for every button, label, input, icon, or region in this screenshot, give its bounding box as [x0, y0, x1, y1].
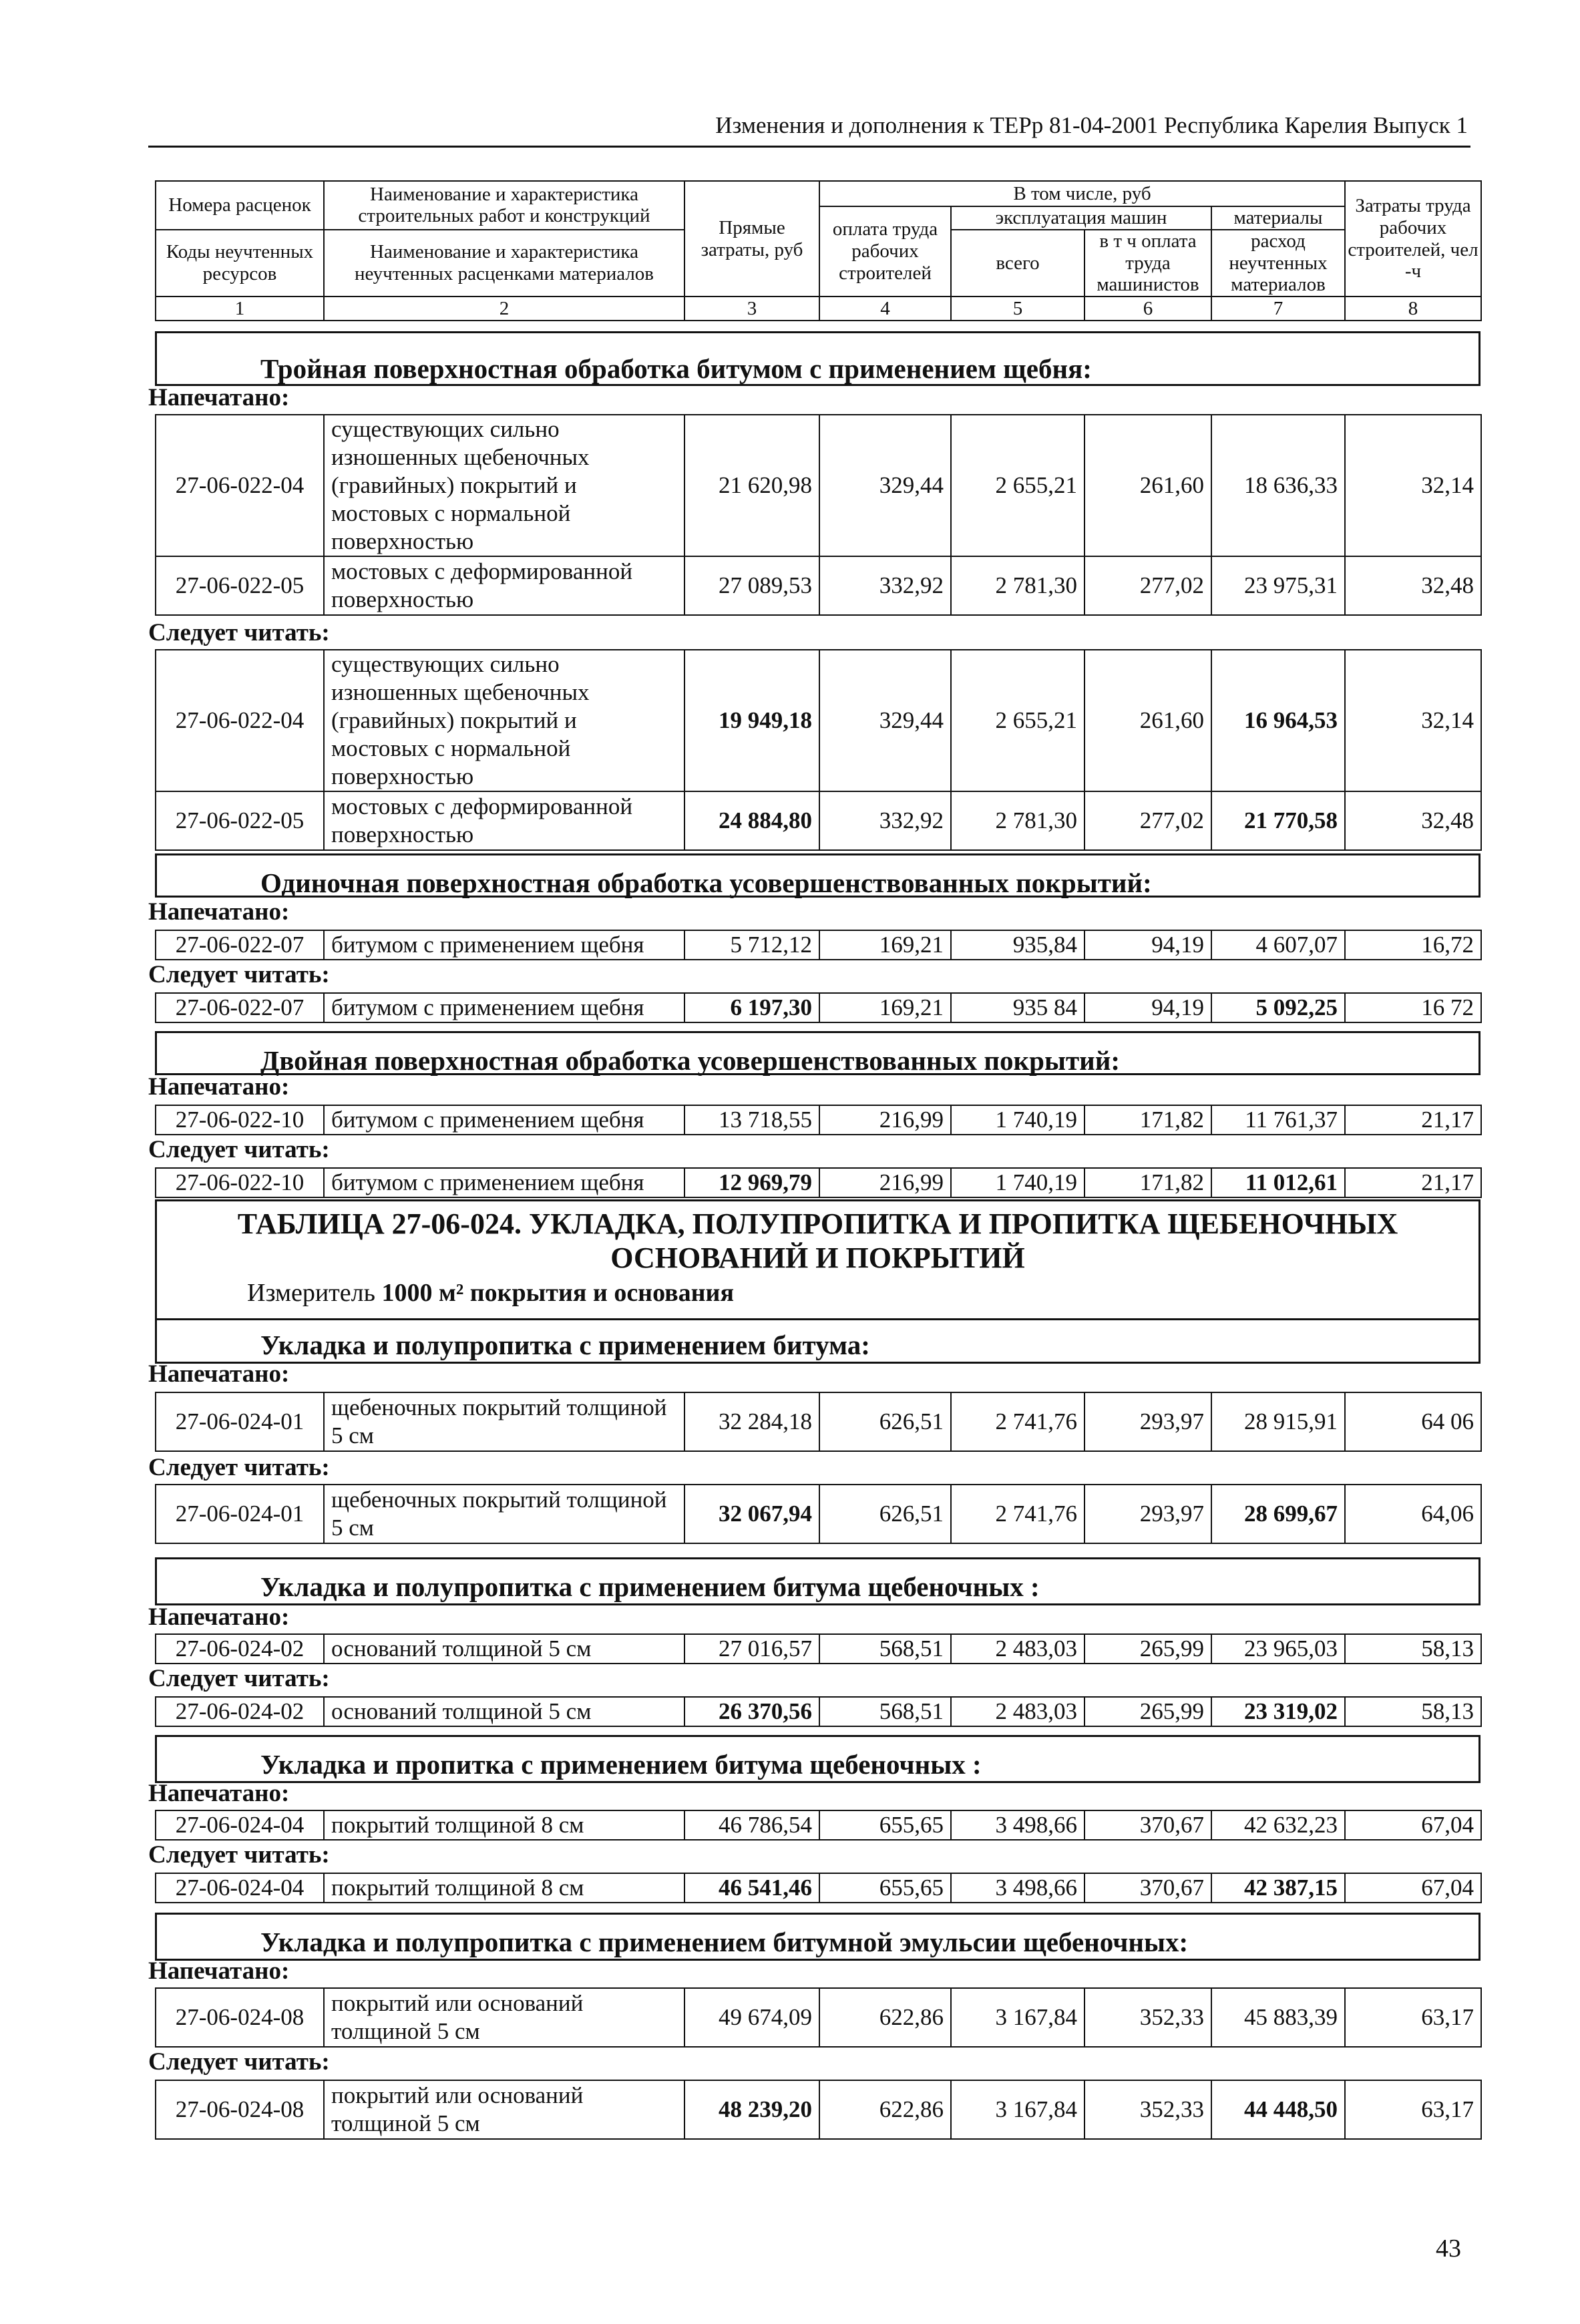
machines-total: 3 498,66 [951, 1810, 1084, 1840]
work-name: покрытий толщиной 8 см [324, 1873, 684, 1903]
measure-prefix: Измеритель [247, 1279, 375, 1307]
materials: 23 975,31 [1211, 556, 1345, 615]
printed-label: Напечатано: [148, 384, 290, 411]
labor-hours: 16,72 [1345, 930, 1481, 960]
materials: 5 092,25 [1211, 993, 1345, 1022]
labor-hours: 21,17 [1345, 1168, 1481, 1197]
machines-total: 935,84 [951, 930, 1084, 960]
rate-code: 27-06-024-04 [156, 1873, 324, 1903]
operator-wages: 293,97 [1084, 1392, 1211, 1451]
wages: 655,65 [819, 1873, 951, 1903]
should-read-label: Следует читать: [148, 619, 330, 646]
machines-total: 2 655,21 [951, 650, 1084, 791]
labor-hours: 16 72 [1345, 993, 1481, 1022]
rate-code: 27-06-022-10 [156, 1105, 324, 1135]
col-resource-codes-header: Коды неучтенных ресурсов [156, 230, 324, 297]
machines-total: 3 167,84 [951, 2080, 1084, 2139]
col-codes-header: Номера расценок [156, 181, 324, 230]
table-row [156, 1697, 1481, 1726]
data-table [155, 1392, 1482, 1452]
operator-wages: 293,97 [1084, 1485, 1211, 1543]
table-row [156, 791, 1481, 850]
operator-wages: 94,19 [1084, 993, 1211, 1022]
labor-hours: 63,17 [1345, 1988, 1481, 2047]
should-read-label: Следует читать: [148, 1454, 330, 1481]
col-number: 3 [684, 297, 819, 321]
table-row [156, 1392, 1481, 1451]
measure-value: 1000 м² покрытия и основания [381, 1279, 735, 1307]
operator-wages: 265,99 [1084, 1634, 1211, 1664]
wages: 655,65 [819, 1810, 951, 1840]
wages: 216,99 [819, 1168, 951, 1197]
should-read-label: Следует читать: [148, 1136, 330, 1163]
work-name: битумом с применением щебня [324, 930, 684, 960]
rate-code: 27-06-022-07 [156, 930, 324, 960]
machines-total: 2 655,21 [951, 415, 1084, 556]
col-number: 5 [951, 297, 1084, 321]
data-table [155, 1167, 1482, 1198]
col-number: 1 [156, 297, 324, 321]
materials: 28 699,67 [1211, 1485, 1345, 1543]
direct-costs: 26 370,56 [684, 1697, 819, 1726]
direct-costs: 49 674,09 [684, 1988, 819, 2047]
materials: 42 387,15 [1211, 1873, 1345, 1903]
wages: 169,21 [819, 930, 951, 960]
machines-total: 1 740,19 [951, 1168, 1084, 1197]
machines-total: 2 781,30 [951, 791, 1084, 850]
direct-costs: 13 718,55 [684, 1105, 819, 1135]
table-row [156, 1634, 1481, 1664]
table-row [156, 2080, 1481, 2139]
section-title: Тройная поверхностная обработка битумом с применением щебня: [260, 353, 1092, 384]
rate-code: 27-06-022-04 [156, 415, 324, 556]
materials: 28 915,91 [1211, 1392, 1345, 1451]
rate-code: 27-06-024-01 [156, 1485, 324, 1543]
work-name: битумом с применением щебня [324, 1105, 684, 1135]
data-table [155, 1696, 1482, 1727]
direct-costs: 12 969,79 [684, 1168, 819, 1197]
work-name: оснований толщиной 5 см [324, 1634, 684, 1664]
work-name: битумом с применением щебня [324, 1168, 684, 1197]
section-title: Одиночная поверхностная обработка усовершенствованных покрытий: [260, 867, 1152, 898]
labor-hours: 32,14 [1345, 415, 1481, 556]
wages: 626,51 [819, 1485, 951, 1543]
operator-wages: 171,82 [1084, 1105, 1211, 1135]
wages: 329,44 [819, 415, 951, 556]
wages: 329,44 [819, 650, 951, 791]
materials: 23 965,03 [1211, 1634, 1345, 1664]
labor-hours: 63,17 [1345, 2080, 1481, 2139]
machines-total: 2 781,30 [951, 556, 1084, 615]
col-name-header: Наименование и характеристика строительных работ и конструкций [324, 181, 684, 230]
operator-wages: 261,60 [1084, 650, 1211, 791]
materials: 16 964,53 [1211, 650, 1345, 791]
col-wages-header: оплата труда рабочих строителей [819, 206, 951, 297]
wages: 568,51 [819, 1634, 951, 1664]
table-row [156, 415, 1481, 556]
section-title: Укладка и полупропитка с применением битумной эмульсии щебеночных: [260, 1927, 1189, 1957]
wages: 332,92 [819, 556, 951, 615]
col-number: 6 [1084, 297, 1211, 321]
rate-code: 27-06-022-04 [156, 650, 324, 791]
printed-label: Напечатано: [148, 1603, 290, 1631]
data-table [155, 2080, 1482, 2140]
measure-unit [247, 1278, 734, 1308]
table-title: ТАБЛИЦА 27-06-024. УКЛАДКА, ПОЛУПРОПИТКА И ПРОПИТКА ЩЕБЕНОЧНЫХ ОСНОВАНИЙ И ПОКРЫТИЙ [237, 1207, 1398, 1274]
machines-total: 3 498,66 [951, 1873, 1084, 1903]
machines-total: 2 483,03 [951, 1634, 1084, 1664]
wages: 622,86 [819, 2080, 951, 2139]
col-machines-header: эксплуатация машин [951, 206, 1211, 230]
labor-hours: 64,06 [1345, 1485, 1481, 1543]
labor-hours: 32,14 [1345, 650, 1481, 791]
machines-total: 2 483,03 [951, 1697, 1084, 1726]
data-table [155, 1484, 1482, 1544]
materials: 11 761,37 [1211, 1105, 1345, 1135]
col-number: 8 [1345, 297, 1481, 321]
labor-hours: 58,13 [1345, 1697, 1481, 1726]
table-row [156, 1810, 1481, 1840]
labor-hours: 58,13 [1345, 1634, 1481, 1664]
rate-code: 27-06-022-07 [156, 993, 324, 1022]
materials: 11 012,61 [1211, 1168, 1345, 1197]
work-name: оснований толщиной 5 см [324, 1697, 684, 1726]
data-table [155, 1987, 1482, 2048]
printed-label: Напечатано: [148, 1957, 290, 1985]
labor-hours: 32,48 [1345, 556, 1481, 615]
col-number: 7 [1211, 297, 1345, 321]
table-row [156, 1168, 1481, 1197]
col-labor-hours-header: Затраты труда рабочих строителей, чел -ч [1345, 181, 1481, 297]
table-row [156, 993, 1481, 1022]
work-name: щебеночных покрытий толщиной 5 см [324, 1485, 684, 1543]
operator-wages: 171,82 [1084, 1168, 1211, 1197]
table-row [156, 1988, 1481, 2047]
materials: 45 883,39 [1211, 1988, 1345, 2047]
section-title: Укладка и пропитка с применением битума щебеночных : [260, 1749, 982, 1780]
labor-hours: 64 06 [1345, 1392, 1481, 1451]
table-row [156, 1485, 1481, 1543]
materials: 44 448,50 [1211, 2080, 1345, 2139]
labor-hours: 21,17 [1345, 1105, 1481, 1135]
data-table [155, 1633, 1482, 1664]
work-name: покрытий толщиной 8 см [324, 1810, 684, 1840]
materials: 18 636,33 [1211, 415, 1345, 556]
wages: 626,51 [819, 1392, 951, 1451]
materials: 23 319,02 [1211, 1697, 1345, 1726]
labor-hours: 67,04 [1345, 1873, 1481, 1903]
direct-costs: 5 712,12 [684, 930, 819, 960]
work-name: покрытий или оснований толщиной 5 см [324, 1988, 684, 2047]
operator-wages: 94,19 [1084, 930, 1211, 960]
rate-code: 27-06-024-02 [156, 1634, 324, 1664]
direct-costs: 32 284,18 [684, 1392, 819, 1451]
col-material-name-header: Наименование и характеристика неучтенных расценками материалов [324, 230, 684, 297]
operator-wages: 352,33 [1084, 2080, 1211, 2139]
machines-total: 1 740,19 [951, 1105, 1084, 1135]
labor-hours: 32,48 [1345, 791, 1481, 850]
direct-costs: 46 541,46 [684, 1873, 819, 1903]
wages: 216,99 [819, 1105, 951, 1135]
should-read-label: Следует читать: [148, 2048, 330, 2076]
direct-costs: 27 016,57 [684, 1634, 819, 1664]
rate-code: 27-06-024-08 [156, 1988, 324, 2047]
materials: 21 770,58 [1211, 791, 1345, 850]
work-name: покрытий или оснований толщиной 5 см [324, 2080, 684, 2139]
column-header-table [155, 180, 1482, 321]
printed-label: Напечатано: [148, 1073, 290, 1101]
machines-total: 2 741,76 [951, 1392, 1084, 1451]
rate-code: 27-06-024-02 [156, 1697, 324, 1726]
should-read-label: Следует читать: [148, 1841, 330, 1869]
section-title: Укладка и полупропитка с применением битума: [260, 1330, 870, 1360]
wages: 169,21 [819, 993, 951, 1022]
materials: 4 607,07 [1211, 930, 1345, 960]
printed-label: Напечатано: [148, 1780, 290, 1807]
wages: 332,92 [819, 791, 951, 850]
work-name: мостовых с деформированной поверхностью [324, 791, 684, 850]
operator-wages: 261,60 [1084, 415, 1211, 556]
rate-code: 27-06-022-05 [156, 791, 324, 850]
rate-code: 27-06-024-01 [156, 1392, 324, 1451]
section-title: Укладка и полупропитка с применением битума щебеночных : [260, 1571, 1040, 1602]
direct-costs: 32 067,94 [684, 1485, 819, 1543]
section-title: Двойная поверхностная обработка усовершенствованных покрытий: [260, 1045, 1121, 1076]
col-machines-total-header: всего [951, 230, 1084, 297]
data-table [155, 1873, 1482, 1903]
table-row [156, 1105, 1481, 1135]
col-operator-wages-header: в т ч оплата труда машинистов [1084, 230, 1211, 297]
work-name: щебеночных покрытий толщиной 5 см [324, 1392, 684, 1451]
printed-label: Напечатано: [148, 898, 290, 926]
machines-total: 3 167,84 [951, 1988, 1084, 2047]
labor-hours: 67,04 [1345, 1810, 1481, 1840]
direct-costs: 19 949,18 [684, 650, 819, 791]
table-row [156, 1873, 1481, 1903]
operator-wages: 277,02 [1084, 791, 1211, 850]
work-name: существующих сильно изношенных щебеночных (гравийных) покрытий и мостовых с нормальной поверхностью [324, 650, 684, 791]
rate-code: 27-06-024-04 [156, 1810, 324, 1840]
materials: 42 632,23 [1211, 1810, 1345, 1840]
data-table [155, 1810, 1482, 1841]
direct-costs: 24 884,80 [684, 791, 819, 850]
data-table [155, 649, 1482, 851]
rate-code: 27-06-024-08 [156, 2080, 324, 2139]
data-table [155, 414, 1482, 616]
header-rule [148, 146, 1470, 148]
rate-code: 27-06-022-05 [156, 556, 324, 615]
col-number: 2 [324, 297, 684, 321]
rate-code: 27-06-022-10 [156, 1168, 324, 1197]
printed-label: Напечатано: [148, 1360, 290, 1388]
direct-costs: 27 089,53 [684, 556, 819, 615]
direct-costs: 48 239,20 [684, 2080, 819, 2139]
operator-wages: 277,02 [1084, 556, 1211, 615]
direct-costs: 21 620,98 [684, 415, 819, 556]
col-direct-costs-header: Прямые затраты, руб [684, 181, 819, 297]
work-name: битумом с применением щебня [324, 993, 684, 1022]
operator-wages: 352,33 [1084, 1988, 1211, 2047]
running-header: Изменения и дополнения к ТЕРр 81-04-2001 Республика Карелия Выпуск 1 [715, 112, 1468, 138]
operator-wages: 370,67 [1084, 1810, 1211, 1840]
should-read-label: Следует читать: [148, 1665, 330, 1692]
wages: 568,51 [819, 1697, 951, 1726]
table-row [156, 650, 1481, 791]
work-name: мостовых с деформированной поверхностью [324, 556, 684, 615]
data-table [155, 930, 1482, 960]
machines-total: 2 741,76 [951, 1485, 1084, 1543]
data-table [155, 992, 1482, 1023]
wages: 622,86 [819, 1988, 951, 2047]
data-table [155, 1105, 1482, 1135]
should-read-label: Следует читать: [148, 961, 330, 988]
table-row [156, 556, 1481, 615]
direct-costs: 46 786,54 [684, 1810, 819, 1840]
page-number: 43 [1436, 2235, 1461, 2263]
col-number: 4 [819, 297, 951, 321]
direct-costs: 6 197,30 [684, 993, 819, 1022]
col-materials-header: материалы [1211, 206, 1345, 230]
col-unaccounted-materials-header: расход неучтенных материалов [1211, 230, 1345, 297]
machines-total: 935 84 [951, 993, 1084, 1022]
col-group-header: В том числе, руб [819, 181, 1345, 206]
operator-wages: 265,99 [1084, 1697, 1211, 1726]
table-row [156, 930, 1481, 960]
operator-wages: 370,67 [1084, 1873, 1211, 1903]
work-name: существующих сильно изношенных щебеночных (гравийных) покрытий и мостовых с нормальной поверхностью [324, 415, 684, 556]
